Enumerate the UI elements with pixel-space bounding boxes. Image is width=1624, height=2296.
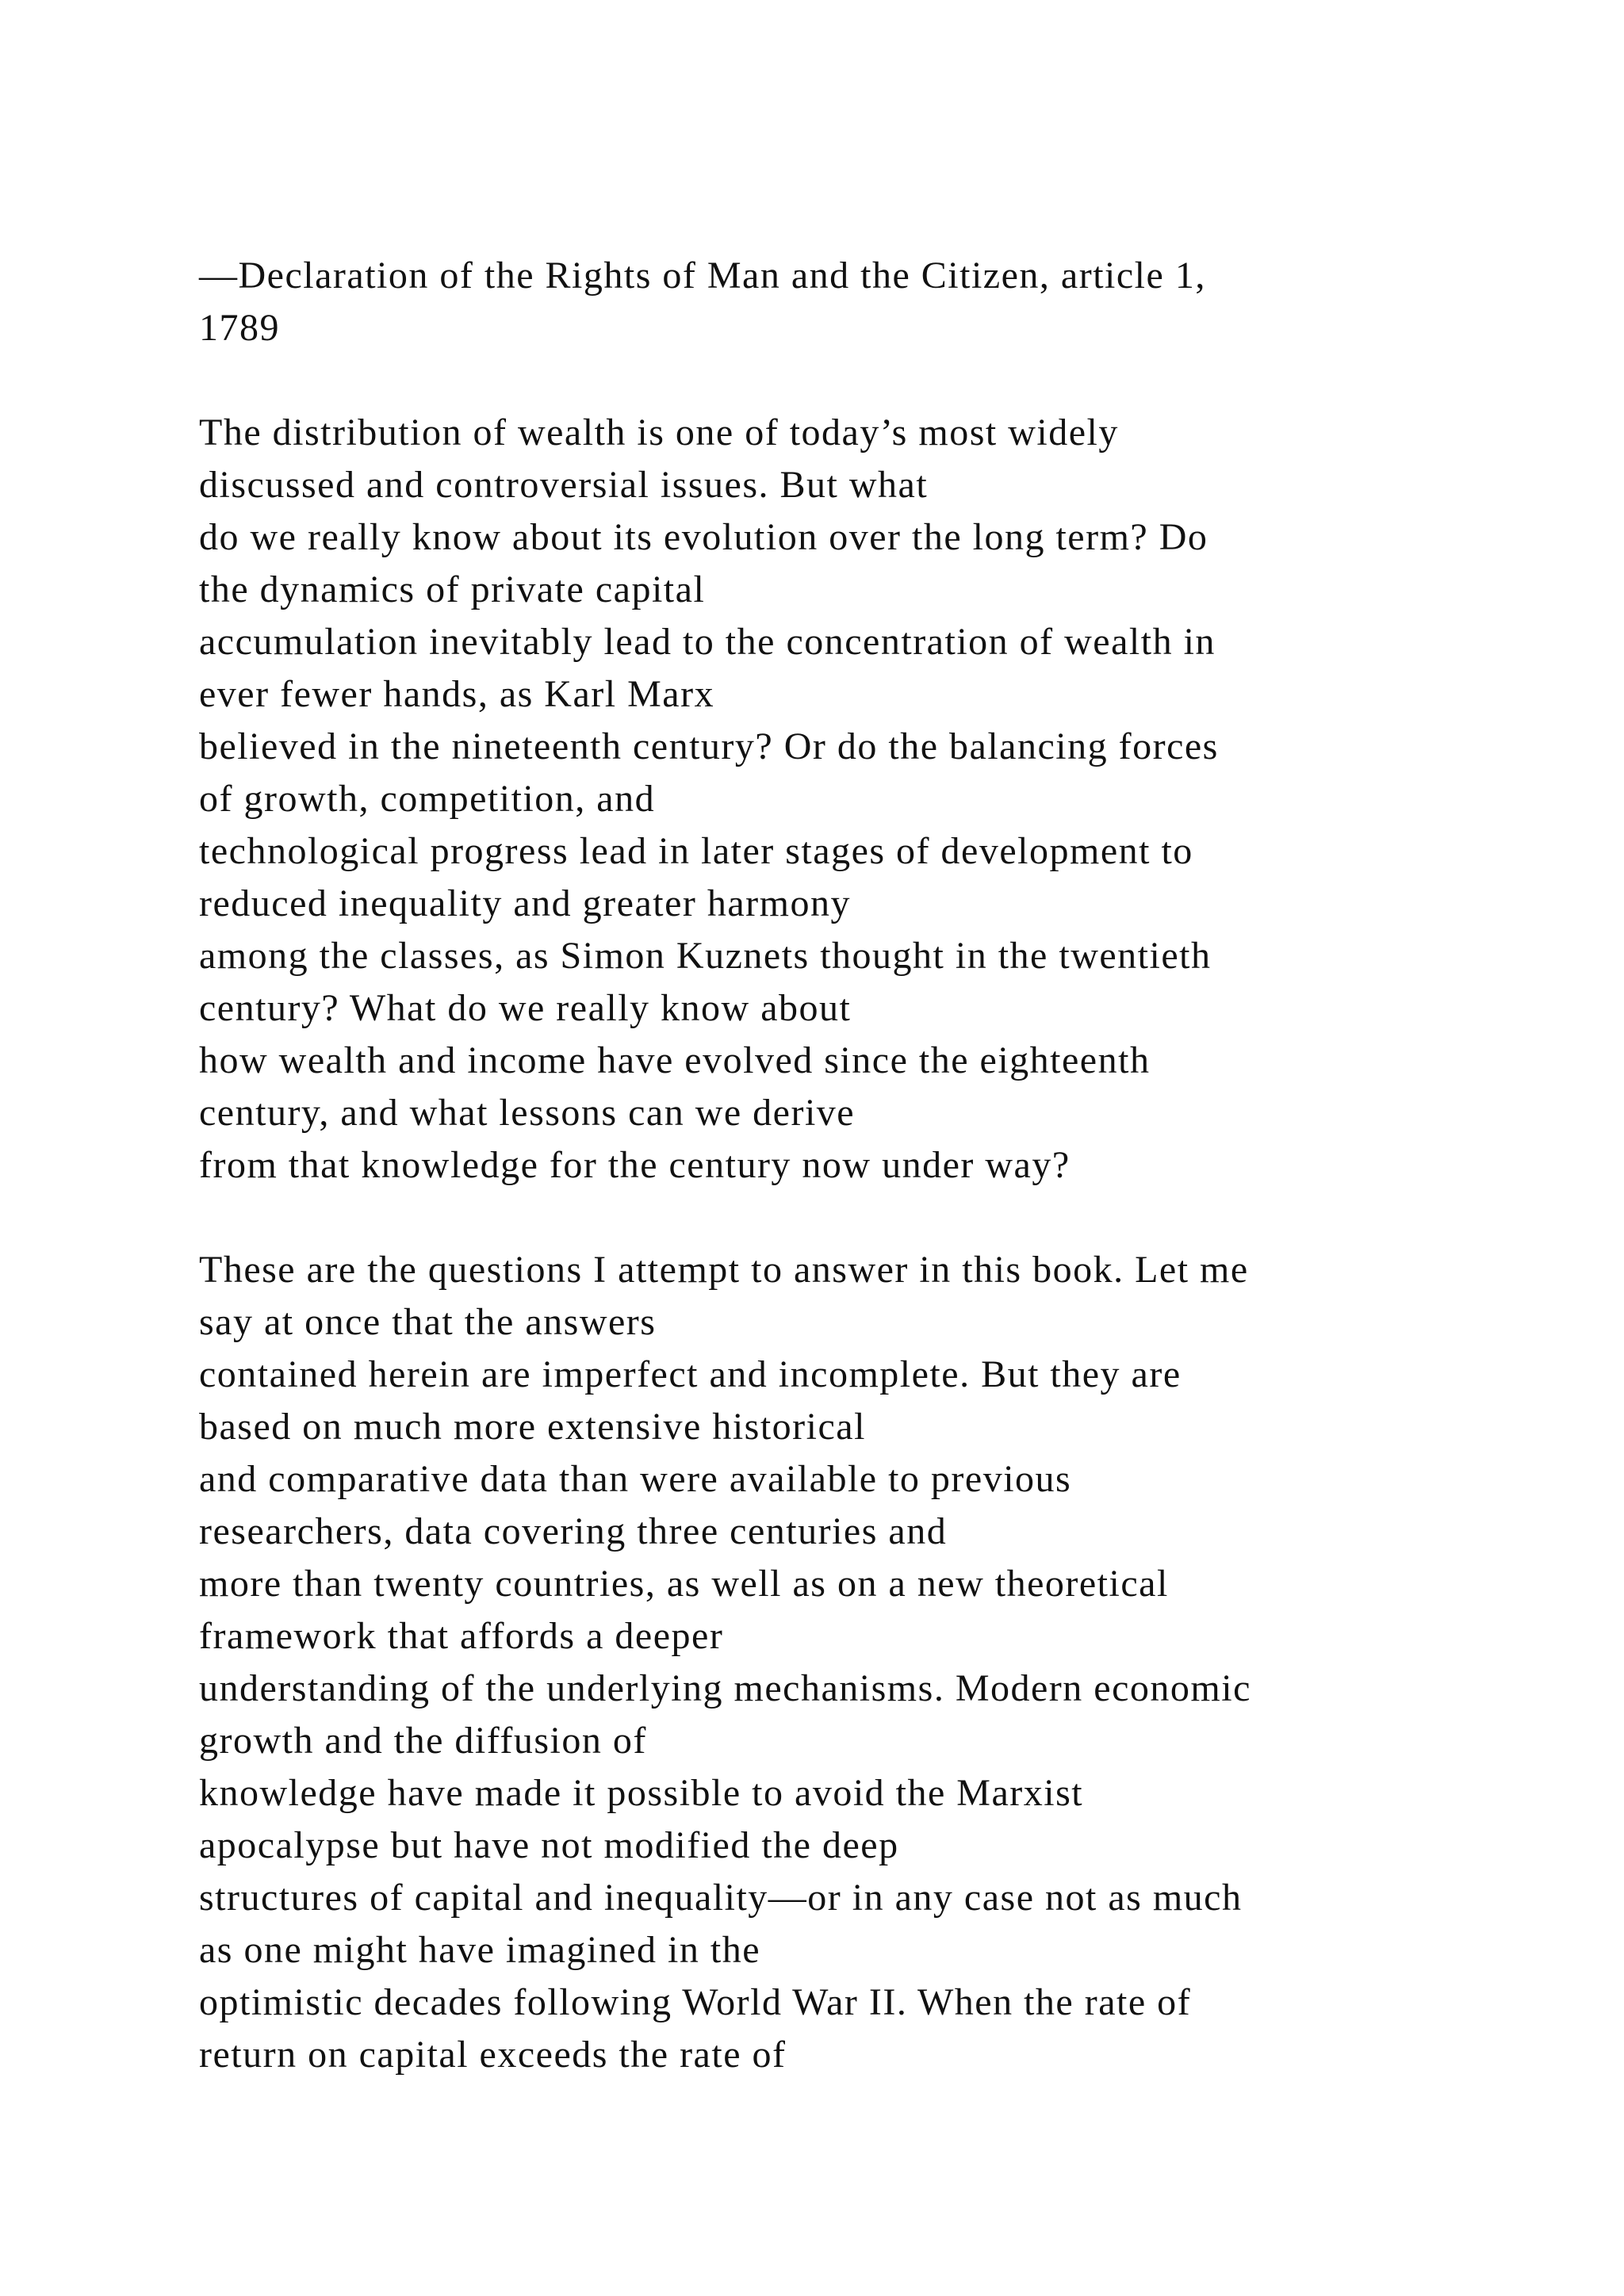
text-line: century, and what lessons can we derive xyxy=(199,1092,856,1134)
text-line: based on much more extensive historical xyxy=(199,1406,866,1448)
text-line: contained herein are imperfect and incomplete. But they are xyxy=(199,1353,1182,1395)
text-line: knowledge have made it possible to avoid the Marxist xyxy=(199,1772,1084,1814)
text-line: return on capital exceeds the rate of xyxy=(199,2034,787,2076)
text-line: 1789 xyxy=(199,307,280,349)
text-line: how wealth and income have evolved since the eighteenth xyxy=(199,1039,1151,1081)
text-line: say at once that the answers xyxy=(199,1301,657,1343)
text-line: accumulation inevitably lead to the concentration of wealth in xyxy=(199,621,1216,663)
paragraph-1 xyxy=(199,407,1547,1192)
text-line: framework that affords a deeper xyxy=(199,1615,724,1657)
text-line: apocalypse but have not modified the deep xyxy=(199,1824,899,1866)
text-line: ever fewer hands, as Karl Marx xyxy=(199,673,715,715)
paragraph-gap xyxy=(199,354,1547,407)
text-line: from that knowledge for the century now under way? xyxy=(199,1144,1071,1186)
text-line: century? What do we really know about xyxy=(199,987,852,1029)
text-line: technological progress lead in later stages of development to xyxy=(199,830,1193,872)
text-line: the dynamics of private capital xyxy=(199,568,706,610)
epigraph xyxy=(199,250,1547,354)
text-line: The distribution of wealth is one of today’s most widely xyxy=(199,411,1119,453)
text-line: as one might have imagined in the xyxy=(199,1929,760,1971)
text-line: do we really know about its evolution over the long term? Do xyxy=(199,516,1208,558)
text-line: reduced inequality and greater harmony xyxy=(199,882,851,924)
text-line: discussed and controversial issues. But what xyxy=(199,464,929,506)
text-line: researchers, data covering three centuries and xyxy=(199,1510,948,1552)
text-line: These are the questions I attempt to answer in this book. Let me xyxy=(199,1249,1249,1291)
text-line: structures of capital and inequality—or in any case not as much xyxy=(199,1877,1243,1919)
paragraph-gap xyxy=(199,1192,1547,1244)
text-line: and comparative data than were available to previous xyxy=(199,1458,1072,1500)
text-line: understanding of the underlying mechanisms. Modern economic xyxy=(199,1667,1251,1709)
document-text xyxy=(199,250,1547,2081)
text-line: growth and the diffusion of xyxy=(199,1720,647,1762)
paragraph-2 xyxy=(199,1244,1547,2081)
text-line: believed in the nineteenth century? Or do the balancing forces xyxy=(199,725,1219,767)
text-line: of growth, competition, and xyxy=(199,778,656,820)
text-line: more than twenty countries, as well as on a new theoretical xyxy=(199,1563,1169,1605)
text-line: —Declaration of the Rights of Man and the Citizen, article 1, xyxy=(199,254,1206,297)
text-line: among the classes, as Simon Kuznets thought in the twentieth xyxy=(199,935,1212,977)
text-line: optimistic decades following World War II. When the rate of xyxy=(199,1981,1192,2023)
